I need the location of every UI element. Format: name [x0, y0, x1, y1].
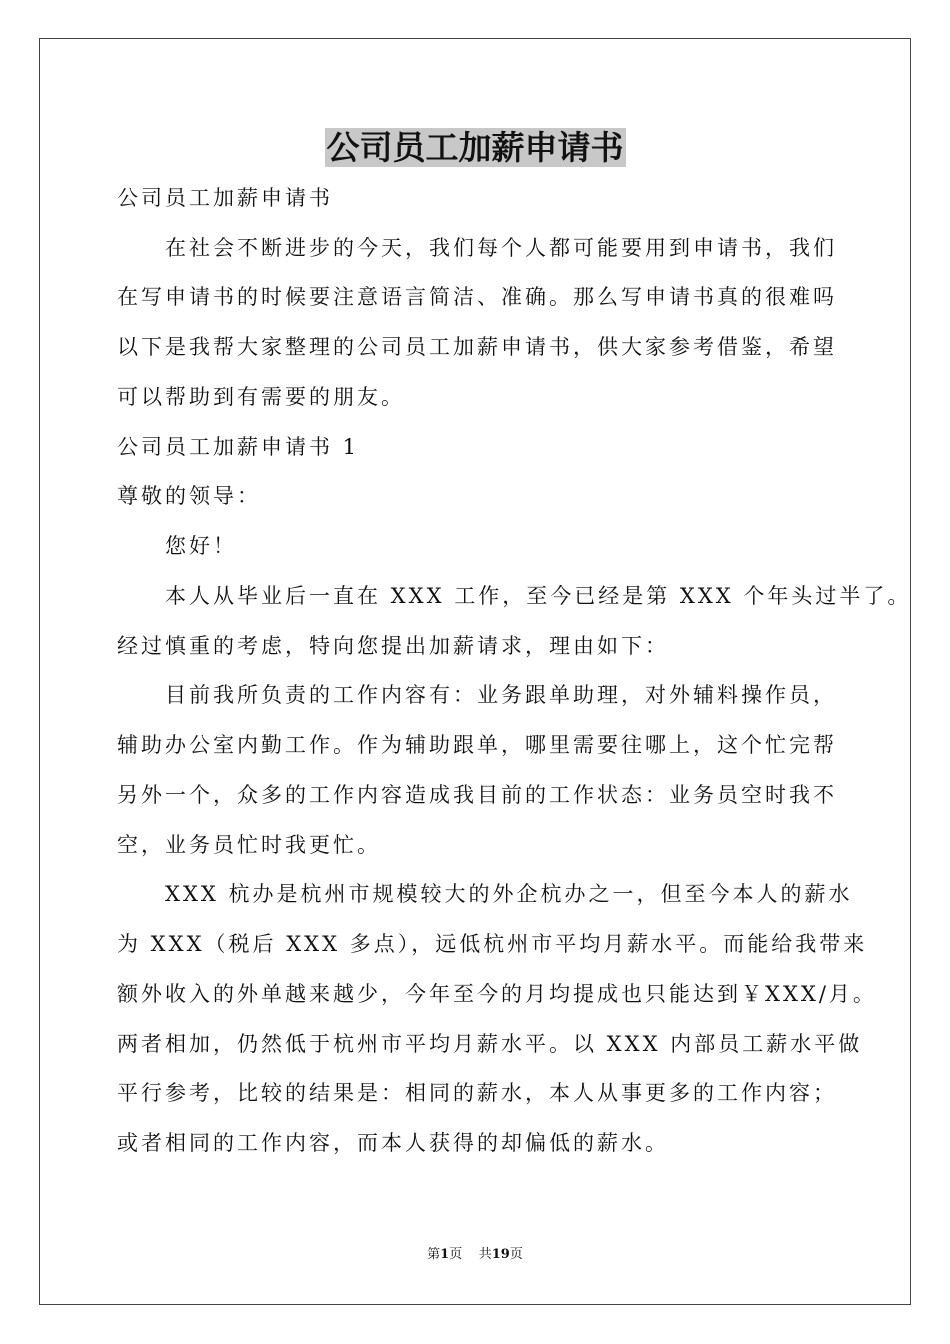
subtitle-line: 公司员工加薪申请书: [117, 186, 333, 210]
current-page-number: 1: [440, 1247, 450, 1262]
body-line: 额外收入的外单越来越少，今年至今的月均提成也只能达到￥XXX/月。: [117, 982, 877, 1006]
body-line: 经过慎重的考虑，特向您提出加薪请求，理由如下：: [117, 634, 669, 658]
intro-line: 以下是我帮大家整理的公司员工加薪申请书，供大家参考借鉴，希望: [117, 335, 837, 359]
salutation-line: 尊敬的领导：: [117, 484, 261, 508]
body-line: 另外一个，众多的工作内容造成我目前的工作状态：业务员空时我不: [117, 783, 837, 807]
page-footer: [0, 1245, 950, 1265]
body-line: 两者相加，仍然低于杭州市平均月薪水平。以 XXX 内部员工薪水平做: [117, 1032, 863, 1056]
document-title: [0, 126, 950, 170]
greeting-line: 您好！: [165, 534, 237, 558]
body-line: 目前我所负责的工作内容有：业务跟单助理，对外辅料操作员，: [165, 683, 837, 707]
body-line: 为 XXX（税后 XXX 多点），远低杭州市平均月薪水平。而能给我带来: [117, 932, 868, 956]
body-line: XXX 杭办是杭州市规模较大的外企杭办之一，但至今本人的薪水: [165, 882, 853, 906]
footer-total-suffix: 页: [509, 1247, 523, 1262]
intro-line: 在写申请书的时候要注意语言简洁、准确。那么写申请书真的很难吗: [117, 285, 837, 309]
intro-line: 在社会不断进步的今天，我们每个人都可能要用到申请书，我们: [165, 236, 837, 260]
body-line: 本人从毕业后一直在 XXX 工作，至今已经是第 XXX 个年头过半了。: [165, 584, 912, 608]
section-heading: 公司员工加薪申请书 1: [117, 435, 360, 459]
body-line: 或者相同的工作内容，而本人获得的却偏低的薪水。: [117, 1131, 669, 1155]
footer-page-suffix: 页: [449, 1247, 463, 1262]
body-line: 辅助办公室内勤工作。作为辅助跟单，哪里需要往哪上，这个忙完帮: [117, 733, 837, 757]
body-line: 空，业务员忙时我更忙。: [117, 833, 381, 857]
footer-total-prefix: 共: [478, 1247, 492, 1262]
body-line: 平行参考，比较的结果是：相同的薪水，本人从事更多的工作内容；: [117, 1081, 837, 1105]
document-title-text: 公司员工加薪申请书: [326, 128, 624, 167]
total-page-count: 19: [491, 1247, 510, 1262]
footer-prefix: 第: [427, 1247, 441, 1262]
intro-line: 可以帮助到有需要的朋友。: [117, 385, 405, 409]
